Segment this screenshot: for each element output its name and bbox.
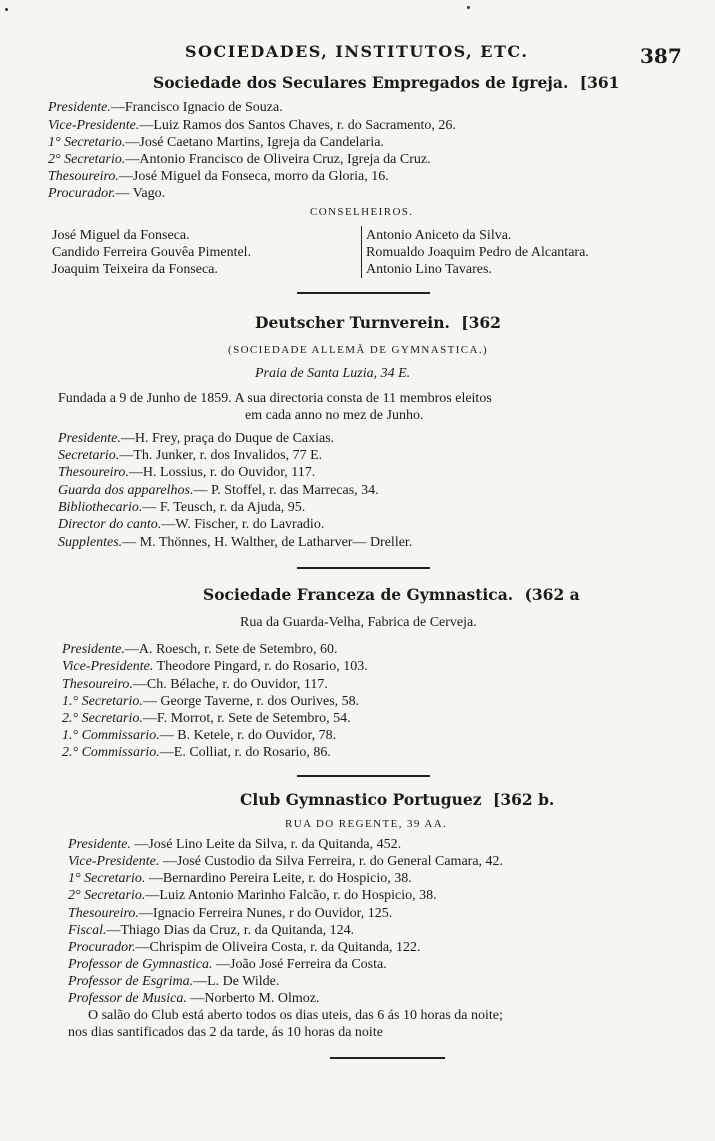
role-label: 2.° Commissario. [62,745,160,760]
role-label: Director do canto. [58,517,162,532]
role-label: Vice-Presidente. [48,118,140,133]
section-1-title [153,73,619,92]
section-2-founded-line-2: em cada anno no mez de Junho. [245,408,424,423]
s4-line-music-teacher [68,990,319,1007]
role-label: Presidente. [48,100,111,115]
role-label: Thesoureiro. [68,906,139,921]
entry-text: —Th. Junker, r. dos Invalidos, 77 E. [119,448,323,463]
entry-text: —Francisco Ignacio de Souza. [110,100,283,115]
role-label: Vice-Presidente. [68,854,160,869]
section-3-title [203,585,580,604]
s3-line-secretary-1 [62,693,359,710]
entry-text: —Chrispim de Oliveira Costa, r. da Quitanda, 122. [135,940,421,955]
role-label: Vice-Presidente. [62,659,154,674]
role-label: Bibliothecario. [58,500,143,515]
s4-line-president [68,836,401,853]
section-2-subtitle: (SOCIEDADE ALLEMÃ DE GYMNASTICA.) [228,344,489,356]
entry-text: —José Caetano Martins, Igreja da Candelaria. [125,135,384,150]
entry-text: —L. De Wilde. [193,974,280,989]
role-label: 1.° Secretario. [62,694,143,709]
role-label: 2.° Secretario. [62,711,143,726]
role-label: Guarda dos apparelhos. [58,483,194,498]
council-heading: CONSELHEIROS. [310,206,414,218]
section-divider [297,567,430,569]
s1-line-secretary-2 [48,151,431,168]
s4-line-fencing-teacher [68,973,279,990]
s4-line-fiscal [68,922,354,939]
entry-text: —Thiago Dias da Cruz, r. da Quitanda, 124. [106,923,355,938]
council-right-3: Antonio Lino Tavares. [366,262,492,277]
s4-line-secretary-1 [68,870,412,887]
s1-line-president [48,99,283,116]
role-label: 2° Secretario. [48,152,126,167]
entry-text: — George Taverne, r. dos Ourives, 58. [142,694,360,709]
section-2-founded-line-1: Fundada a 9 de Junho de 1859. A sua directoria consta de 11 membros eleitos [58,391,492,406]
scan-speck [467,6,470,9]
council-left-2: Candido Ferreira Gouvêa Pimentel. [52,245,252,260]
s4-line-treasurer [68,905,392,922]
section-divider [330,1057,445,1059]
club-hours-line-1: O salão do Club está aberto todos os dias uteis, das 6 ás 10 horas da noite; [88,1008,503,1023]
entry-text: —W. Fischer, r. do Lavradio. [161,517,325,532]
entry-text: —Antonio Francisco de Oliveira Cruz, Igreja da Cruz. [125,152,431,167]
entry-text: — M. Thönnes, H. Walther, de Latharver— Dreller. [122,535,413,550]
s2-line-secretary [58,447,322,464]
scan-speck [5,8,8,11]
s3-line-secretary-2 [62,710,351,727]
s1-line-procurator [48,185,165,202]
entry-text: —José Lino Leite da Silva, r. da Quitanda, 452. [130,837,402,852]
s1-line-treasurer [48,168,389,185]
role-label: 2° Secretario. [68,888,146,903]
s4-line-secretary-2 [68,887,437,904]
role-label: Professor de Esgrima. [68,974,194,989]
section-divider [297,292,430,294]
section-4-title [240,790,554,809]
s3-line-commissioner-1 [62,727,336,744]
section-3-address: Rua da Guarda-Velha, Fabrica de Cerveja. [240,615,477,630]
s4-line-procurator [68,939,421,956]
s2-line-president [58,430,334,447]
s4-line-vice-president [68,853,503,870]
s2-line-treasurer [58,464,315,481]
entry-text: Theodore Pingard, r. do Rosario, 103. [153,659,368,674]
entry-text: —H. Lossius, r. do Ouvidor, 117. [128,465,316,480]
section-2-name: Deutscher Turnverein. [255,313,450,332]
role-label: 1° Secretario. [48,135,126,150]
role-label: Professor de Gymnastica. [68,957,213,972]
s3-line-treasurer [62,676,328,693]
s2-line-librarian [58,499,305,516]
section-1-name: Sociedade dos Seculares Empregados de Igreja. [153,73,569,92]
entry-text: —H. Frey, praça do Duque de Caxias. [120,431,335,446]
entry-text: — Vago. [115,186,166,201]
entry-text: —Ignacio Ferreira Nunes, r do Ouvidor, 125. [138,906,393,921]
section-2-ref: [362 [461,313,501,332]
entry-text: —José Custodio da Silva Ferreira, r. do General Camara, 42. [159,854,504,869]
section-1-ref: [361 [579,73,620,92]
entry-text: —Ch. Bélache, r. do Ouvidor, 117. [132,677,328,692]
s2-line-equipment-keeper [58,482,379,499]
council-right-2: Romualdo Joaquim Pedro de Alcantara. [366,245,589,260]
role-label: Thesoureiro. [48,169,119,184]
section-3-name: Sociedade Franceza de Gymnastica. [203,585,514,604]
entry-text: —José Miguel da Fonseca, morro da Gloria, 16. [118,169,389,184]
s1-line-vice-president [48,117,456,134]
role-label: Thesoureiro. [62,677,133,692]
role-label: Fiscal. [68,923,107,938]
role-label: Procurador. [68,940,136,955]
council-right-1: Antonio Aniceto da Silva. [366,228,512,243]
club-hours-line-2: nos dias santificados das 2 da tarde, ás 10 horas da noite [68,1025,383,1040]
entry-text: —Norberto M. Olmoz. [186,991,320,1006]
role-label: Procurador. [48,186,116,201]
page-number: 387 [640,44,682,68]
entry-text: —Bernardino Pereira Leite, r. do Hospicio, 38. [145,871,412,886]
section-4-name: Club Gymnastico Portuguez [240,790,482,809]
entry-text: — P. Stoffel, r. das Marrecas, 34. [193,483,379,498]
entry-text: —João José Ferreira da Costa. [212,957,387,972]
s1-line-secretary-1 [48,134,384,151]
entry-text: —A. Roesch, r. Sete de Setembro, 60. [124,642,338,657]
section-3-ref: (362 a [524,585,580,604]
entry-text: — B. Ketele, r. do Ouvidor, 78. [159,728,337,743]
s3-line-commissioner-2 [62,744,331,761]
role-label: Thesoureiro. [58,465,129,480]
s4-line-gymnastics-teacher [68,956,387,973]
entry-text: — F. Teusch, r. da Ajuda, 95. [142,500,306,515]
role-label: 1.° Commissario. [62,728,160,743]
role-label: Supplentes. [58,535,123,550]
s3-line-president [62,641,338,658]
council-left-1: José Miguel da Fonseca. [52,228,190,243]
council-left-3: Joaquim Teixeira da Fonseca. [52,262,218,277]
role-label: Secretario. [58,448,120,463]
s2-line-substitutes [58,534,412,551]
running-title: SOCIEDADES, INSTITUTOS, ETC. [185,42,529,61]
role-label: 1° Secretario. [68,871,146,886]
council-divider [361,226,362,278]
section-2-title [255,313,501,332]
s2-line-choir-director [58,516,324,533]
s3-line-vice-president [62,658,368,675]
role-label: Professor de Musica. [68,991,187,1006]
entry-text: —Luiz Antonio Marinho Falcão, r. do Hospicio, 38. [145,888,437,903]
role-label: Presidente. [68,837,131,852]
entry-text: —Luiz Ramos dos Santos Chaves, r. do Sacramento, 26. [139,118,456,133]
role-label: Presidente. [58,431,121,446]
section-4-ref: [362 b. [492,790,555,809]
section-divider [297,775,430,777]
section-2-address: Praia de Santa Luzia, 34 E. [255,366,411,381]
entry-text: —F. Morrot, r. Sete de Setembro, 54. [142,711,351,726]
entry-text: —E. Colliat, r. do Rosario, 86. [159,745,331,760]
role-label: Presidente. [62,642,125,657]
section-4-address: RUA DO REGENTE, 39 AA. [285,818,448,830]
